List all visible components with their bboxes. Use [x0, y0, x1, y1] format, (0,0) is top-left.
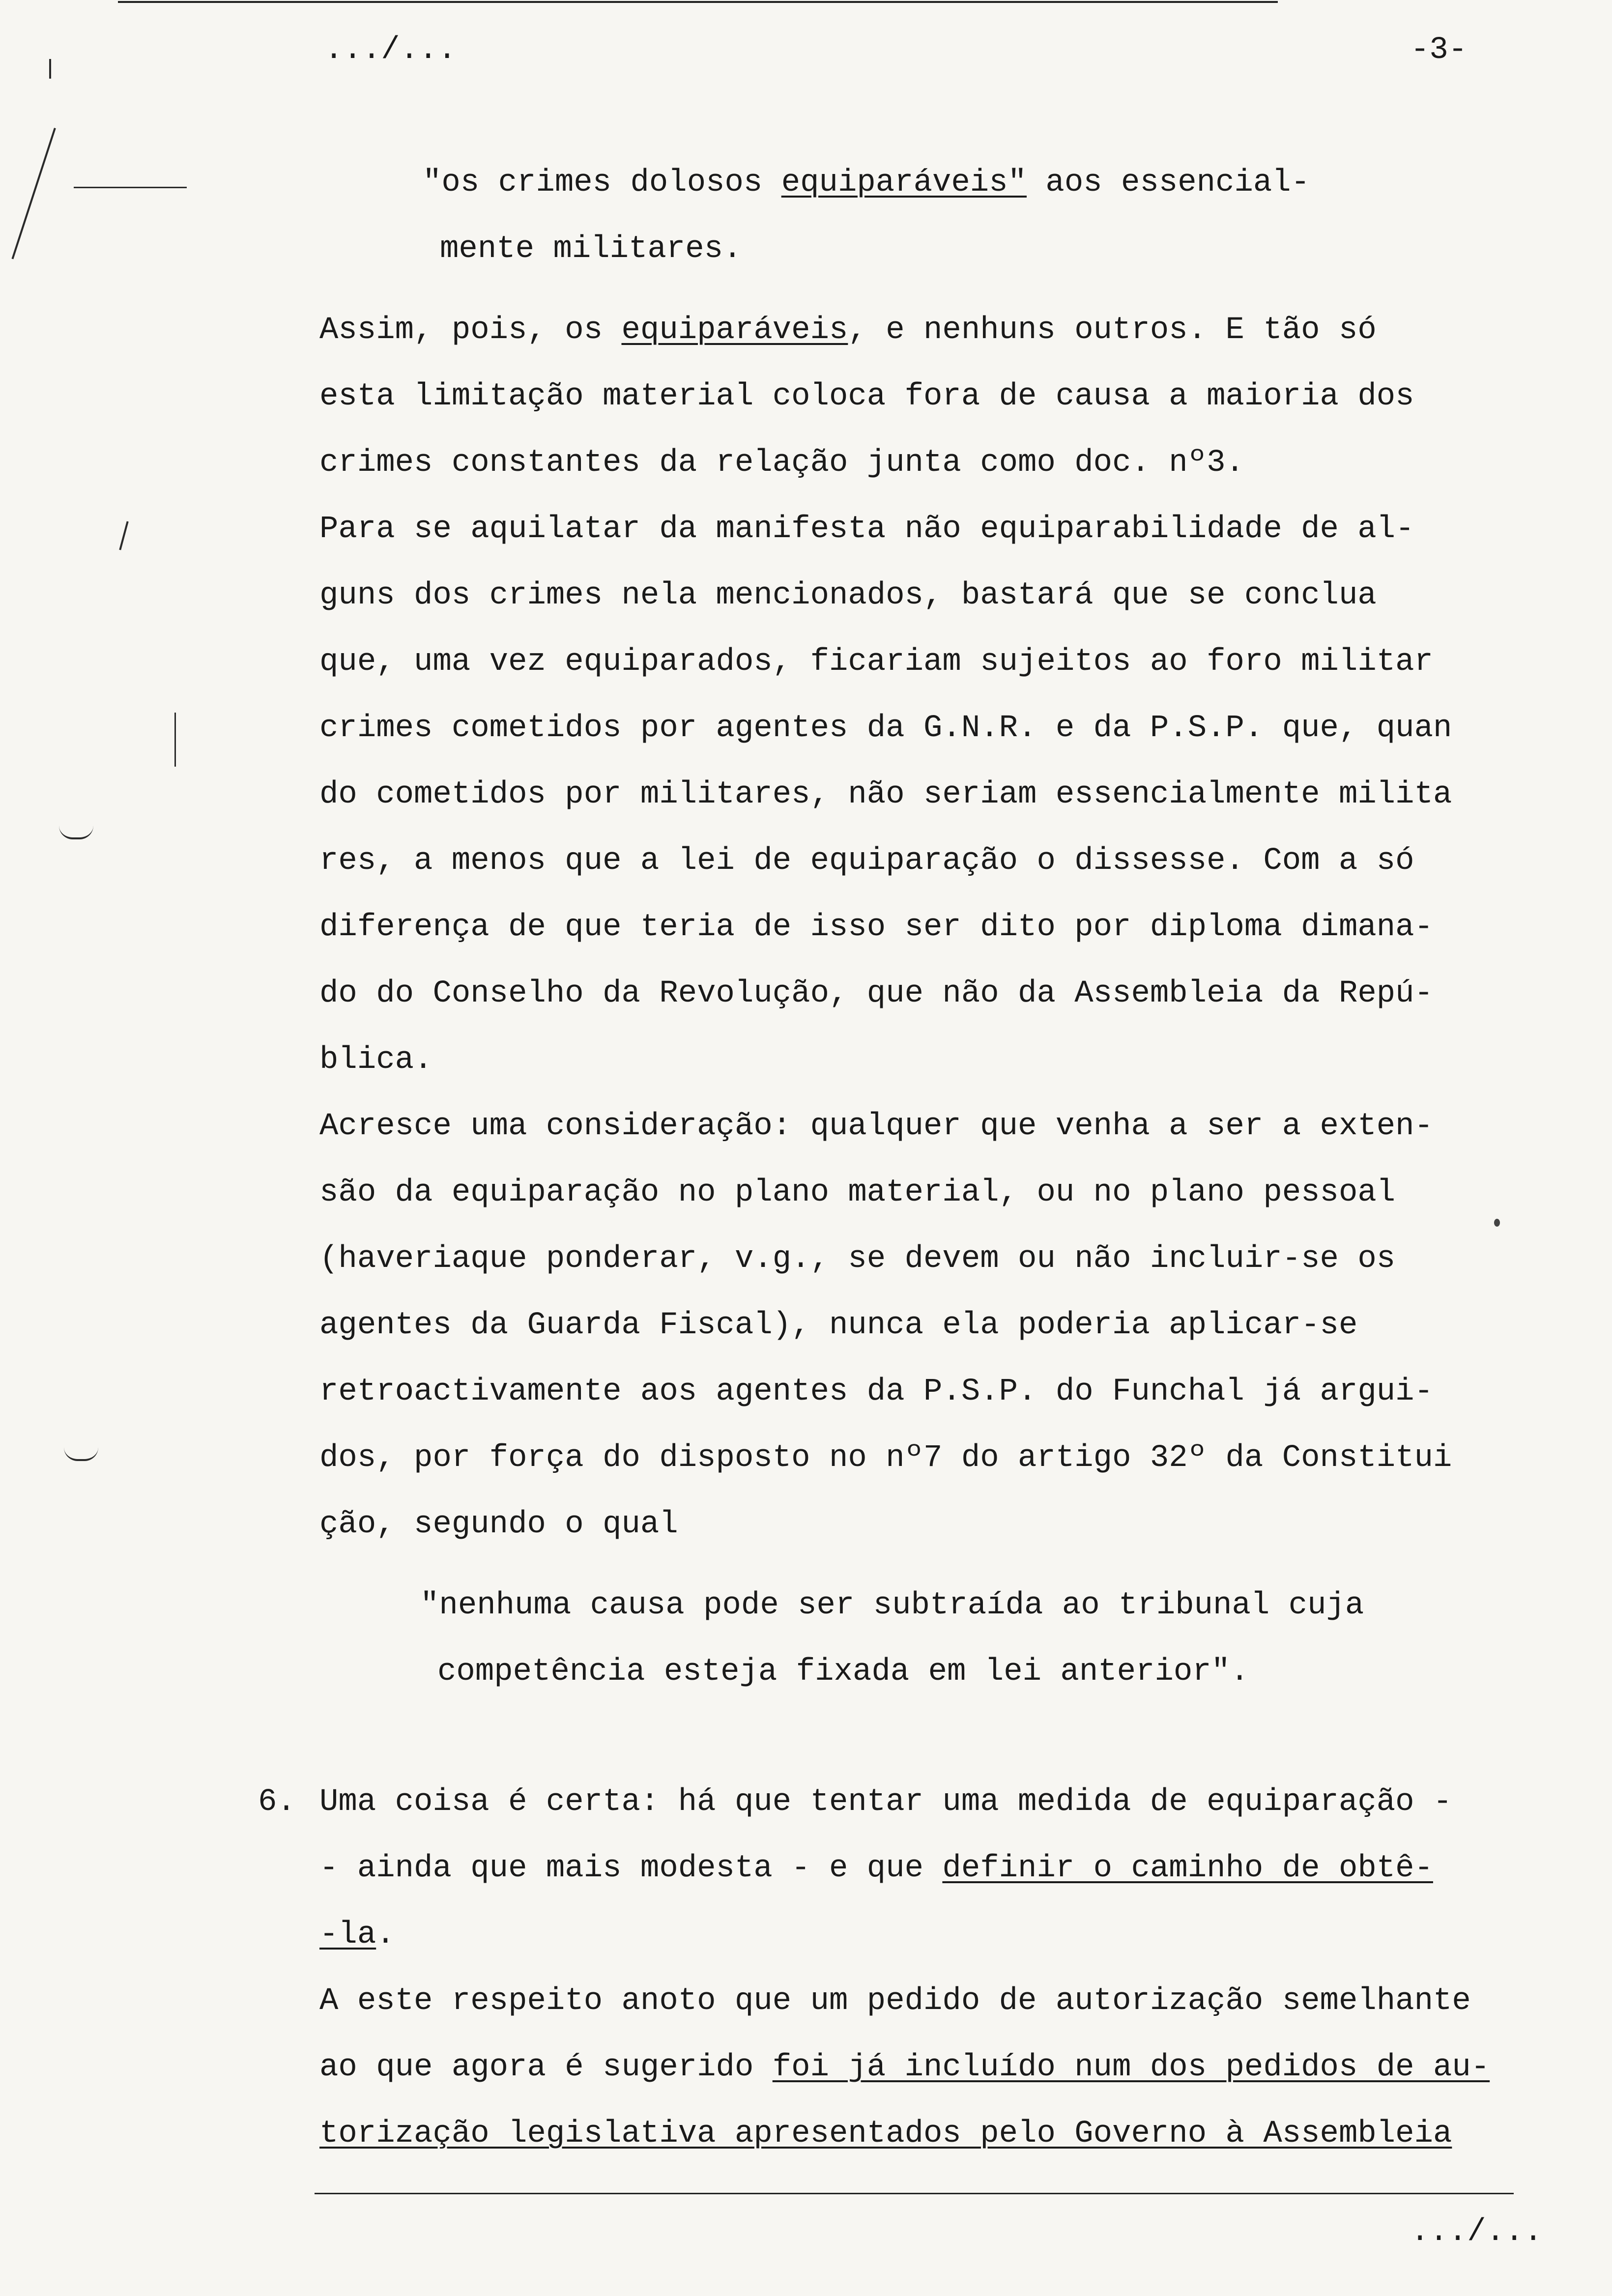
header-continuation: .../... [324, 32, 457, 68]
margin-mark [74, 187, 187, 188]
margin-mark [11, 128, 56, 259]
section-number: 6. [258, 1784, 296, 1820]
para1-line: dos, por força do disposto no nº7 do artigo 32º da Constitui [319, 1440, 1452, 1476]
quote1-line1: "os crimes dolosos equiparáveis" aos essencial- [423, 165, 1310, 201]
para1-line: ção, segundo o qual [319, 1507, 678, 1542]
margin-mark [119, 521, 128, 550]
margin-mark [64, 1447, 98, 1461]
para1-line: Para se aquilatar da manifesta não equiparabilidade de al- [319, 512, 1414, 547]
quote1-line2: mente militares. [440, 231, 742, 267]
para1-line: diferença de que teria de isso ser dito por diploma dimana- [319, 910, 1433, 945]
para1-line: guns dos crimes nela mencionados, bastará que se conclua [319, 578, 1377, 613]
para1-line: crimes cometidos por agentes da G.N.R. e da P.S.P. que, quan [319, 711, 1452, 746]
para1-line: (haveriaque ponderar, v.g., se devem ou não incluir-se os [319, 1241, 1396, 1277]
margin-mark [59, 826, 93, 839]
para1-line1: Assim, pois, os equiparáveis, e nenhuns outros. E tão só [319, 313, 1377, 348]
section6-line3: -la. [319, 1917, 395, 1952]
para1-line: que, uma vez equiparados, ficariam sujeitos ao foro militar [319, 644, 1433, 680]
quote2-line2: competência esteja fixada em lei anterior". [437, 1654, 1249, 1690]
para1-line: retroactivamente aos agentes da P.S.P. do Funchal já argui- [319, 1374, 1433, 1409]
para1-line: do cometidos por militares, não seriam essencialmente milita [319, 777, 1452, 812]
top-rule [118, 1, 1278, 3]
section6-line2: - ainda que mais modesta - e que definir o caminho de obtê- [319, 1851, 1433, 1886]
margin-mark [1494, 1219, 1500, 1227]
section6-line4: A este respeito anoto que um pedido de autorização semelhante [319, 1983, 1471, 2019]
para1-line: agentes da Guarda Fiscal), nunca ela poderia aplicar-se [319, 1308, 1358, 1343]
para1-line: blica. [319, 1042, 433, 1078]
section6-line6: torização legislativa apresentados pelo Governo à Assembleia [319, 2116, 1452, 2152]
page-number: -3- [1410, 32, 1468, 68]
footer-continuation: .../... [1410, 2214, 1543, 2250]
para1-line: Acresce uma consideração: qualquer que venha a ser a exten- [319, 1109, 1433, 1144]
margin-mark [49, 59, 51, 79]
margin-mark [174, 713, 176, 767]
section6-line1: Uma coisa é certa: há que tentar uma medida de equiparação - [319, 1784, 1452, 1820]
para1-line: são da equiparação no plano material, ou no plano pessoal [319, 1175, 1396, 1210]
para1-line: do do Conselho da Revolução, que não da Assembleia da Repú- [319, 976, 1433, 1011]
para1-line: crimes constantes da relação junta como doc. nº3. [319, 445, 1244, 481]
bottom-rule [315, 2193, 1514, 2194]
para1-line: res, a menos que a lei de equiparação o dissesse. Com a só [319, 843, 1414, 879]
section6-line5: ao que agora é sugerido foi já incluído num dos pedidos de au- [319, 2050, 1490, 2085]
quote2-line1: "nenhuma causa pode ser subtraída ao tribunal cuja [420, 1588, 1364, 1623]
para1-line: esta limitação material coloca fora de causa a maioria dos [319, 379, 1414, 414]
